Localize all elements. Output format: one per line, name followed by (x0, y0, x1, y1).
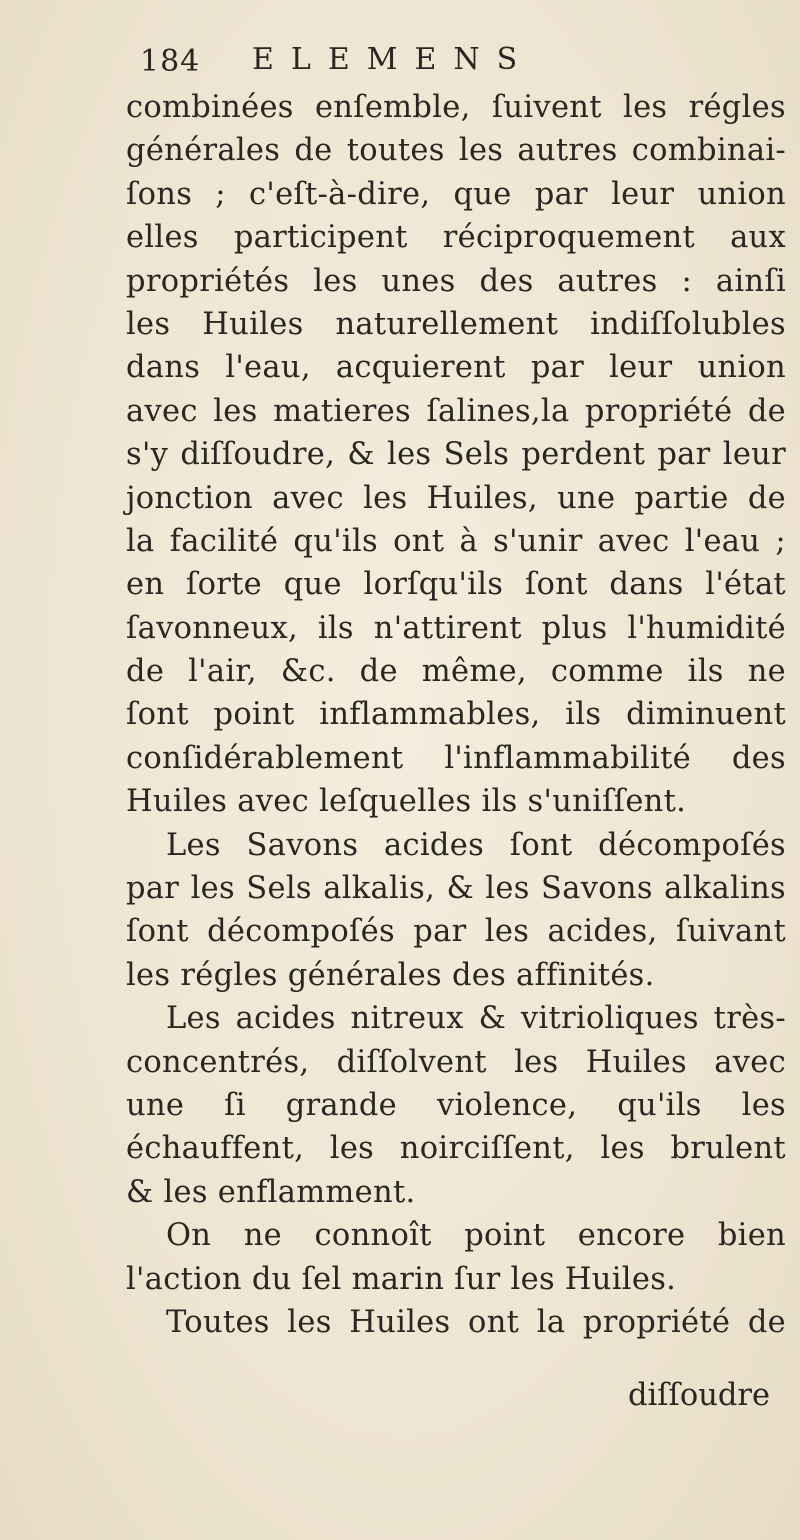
text-line: jonction avec les Huiles, une partie de (126, 480, 786, 516)
text-line: générales de toutes les autres combinai- (126, 133, 786, 169)
text-line: concentrés, diſſolvent les Huiles avec (126, 1044, 786, 1080)
text-line: s'y diſſoudre, & les Sels perdent par leur (126, 437, 786, 473)
text-line: une ſi grande violence, qu'ils les (126, 1087, 786, 1123)
text-line: par les Sels alkalis, & les Savons alkalins (126, 871, 786, 907)
text-line: de l'air, &c. de même, comme ils ne (126, 654, 786, 690)
text-line: conſidérablement l'inflammabilité des (126, 740, 786, 776)
text-line: Toutes les Huiles ont la propriété de (166, 1304, 786, 1340)
text-line: ſons ; c'eſt-à-dire, que par leur union (126, 176, 786, 212)
text-line: les Huiles naturellement indiſſolubles (126, 306, 786, 342)
text-line: en ſorte que lorſqu'ils ſont dans l'état (126, 567, 786, 603)
text-line: l'action du ſel marin ſur les Huiles. (126, 1261, 677, 1297)
text-line: elles participent réciproquement aux (126, 220, 786, 256)
page-number: 184 (140, 44, 201, 79)
text-line: propriétés les unes des autres : ainſi (126, 263, 786, 299)
text-line: échauffent, les noirciſſent, les brulent (126, 1131, 786, 1167)
text-line: dans l'eau, acquierent par leur union (126, 350, 786, 386)
text-line: Les Savons acides ſont décompoſés (166, 827, 786, 863)
text-line: ſavonneux, ils n'attirent plus l'humidité (126, 610, 786, 646)
text-line: la facilité qu'ils ont à s'unir avec l'eau ; (126, 523, 786, 559)
body-text (126, 86, 786, 1344)
text-line: On ne connoît point encore bien (166, 1218, 786, 1254)
catchword: diſſoudre (627, 1378, 770, 1413)
running-head: ELEMENS (252, 42, 535, 77)
page-header (140, 40, 660, 90)
text-line: les régles générales des affinités. (126, 957, 655, 993)
text-line: ſont point inflammables, ils diminuent (126, 697, 786, 733)
text-line: avec les matieres ſalines,la propriété de (126, 393, 786, 429)
text-line: & les enflamment. (126, 1174, 416, 1210)
text-line: Les acides nitreux & vitrioliques très- (166, 1001, 786, 1037)
text-line: ſont décompoſés par les acides, ſuivant (126, 914, 786, 950)
text-line: Huiles avec leſquelles ils s'uniſſent. (126, 784, 687, 820)
text-line: combinées enſemble, ſuivent les régles (126, 90, 786, 125)
